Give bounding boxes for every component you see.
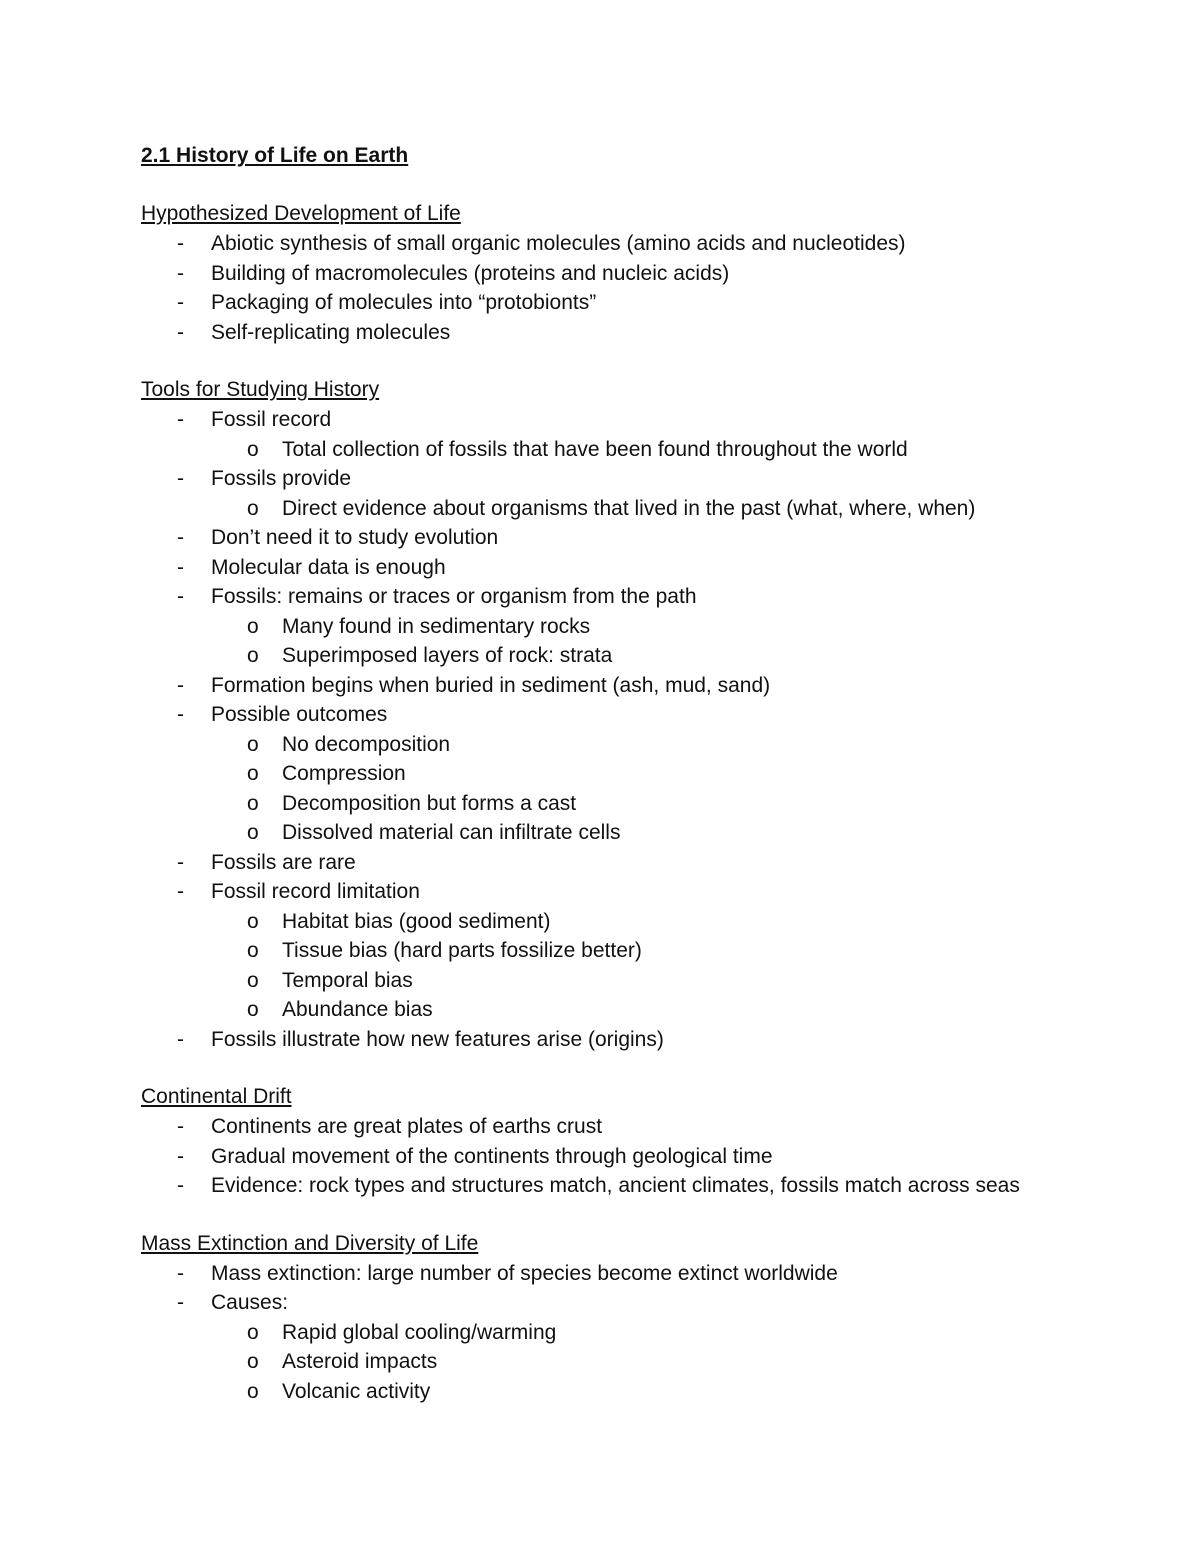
dash-bullet: - [177, 261, 184, 285]
section [141, 199, 1101, 347]
sub-list-item [141, 1377, 1101, 1407]
sub-list-item [141, 759, 1101, 789]
section [141, 1229, 1101, 1407]
list-item [141, 1259, 1101, 1289]
list-item [141, 848, 1101, 878]
dash-bullet: - [177, 585, 184, 608]
dash-bullet: - [177, 850, 184, 874]
list-item-text: Fossils: remains or traces or organism from the path [211, 585, 697, 608]
sub-list-item [141, 789, 1101, 819]
list-item-text: Many found in sedimentary rocks [282, 614, 591, 638]
list-item-text: Don’t need it to study evolution [211, 526, 499, 549]
sub-list-item [141, 936, 1101, 966]
list-item-text: Formation begins when buried in sediment (ash, mud, sand) [211, 673, 771, 697]
list-item-text: Evidence: rock types and structures match, ancient climates, fossils match across seas [211, 1174, 1020, 1197]
sub-list-item [141, 641, 1101, 671]
sub-list-item [141, 907, 1101, 937]
circle-bullet: o [247, 821, 259, 844]
list-item [141, 288, 1101, 318]
list-item-text: Asteroid impacts [282, 1350, 438, 1373]
list-item-text: Temporal bias [282, 968, 413, 992]
list-item-text: Self-replicating molecules [211, 320, 451, 344]
dash-bullet: - [177, 1144, 184, 1168]
list-item-text: Volcanic activity [282, 1379, 431, 1403]
list-item-text: Continents are great plates of earths crust [211, 1115, 603, 1138]
circle-bullet: o [247, 437, 259, 461]
dash-bullet: - [177, 703, 184, 726]
list-item [141, 259, 1101, 289]
sub-list-item [141, 612, 1101, 642]
circle-bullet: o [247, 968, 259, 992]
document-body [141, 199, 1101, 1406]
dash-bullet: - [177, 291, 184, 314]
dash-bullet: - [177, 232, 184, 255]
section-heading: Mass Extinction and Diversity of Life [141, 1231, 479, 1255]
list-item-text: Superimposed layers of rock: strata [282, 644, 613, 667]
list-item-text: Causes: [211, 1291, 289, 1314]
list-item-text: No decomposition [282, 732, 451, 756]
sub-list-item [141, 818, 1101, 848]
dash-bullet: - [177, 1291, 184, 1314]
section-heading: Tools for Studying History [141, 378, 380, 401]
list-item-text: Tissue bias (hard parts fossilize better) [282, 939, 642, 962]
list-item-text: Direct evidence about organisms that lived in the past (what, where, when) [282, 496, 976, 520]
list-item-text: Abiotic synthesis of small organic molecules (amino acids and nucleotides) [211, 232, 906, 255]
list-item-text: Dissolved material can infiltrate cells [282, 821, 621, 844]
dash-bullet: - [177, 408, 184, 431]
circle-bullet: o [247, 909, 259, 933]
section-heading: Continental Drift [141, 1085, 292, 1108]
dash-bullet: - [177, 526, 184, 549]
sub-list-item [141, 494, 1101, 524]
list-item [141, 1142, 1101, 1172]
sub-list-item [141, 730, 1101, 760]
section [141, 375, 1101, 1054]
list-item [141, 582, 1101, 612]
dash-bullet: - [177, 673, 184, 697]
document-page [141, 141, 1101, 1434]
circle-bullet: o [247, 732, 259, 756]
sub-list-item [141, 435, 1101, 465]
section [141, 1082, 1101, 1201]
list-item-text: Fossil record [211, 408, 332, 431]
dash-bullet: - [177, 1115, 184, 1138]
dash-bullet: - [177, 320, 184, 344]
list-item-text: Gradual movement of the continents through geological time [211, 1144, 773, 1168]
list-item-text: Fossil record limitation [211, 880, 420, 903]
list-item [141, 1171, 1101, 1201]
circle-bullet: o [247, 496, 259, 520]
sub-list-item [141, 966, 1101, 996]
list-item-text: Packaging of molecules into “protobionts” [211, 291, 597, 314]
sub-list-item [141, 1347, 1101, 1377]
list-item-text: Compression [282, 762, 406, 785]
list-item-text: Total collection of fossils that have been found throughout the world [282, 437, 908, 461]
list-item [141, 405, 1101, 435]
circle-bullet: o [247, 644, 259, 667]
list-item-text: Mass extinction: large number of species become extinct worldwide [211, 1261, 838, 1285]
circle-bullet: o [247, 1379, 259, 1403]
dash-bullet: - [177, 467, 184, 490]
list-item [141, 1288, 1101, 1318]
dash-bullet: - [177, 1261, 184, 1285]
list-item-text: Fossils are rare [211, 850, 356, 874]
list-item [141, 1112, 1101, 1142]
list-item [141, 671, 1101, 701]
list-item-text: Possible outcomes [211, 703, 388, 726]
list-item-text: Decomposition but forms a cast [282, 791, 577, 815]
circle-bullet: o [247, 1320, 259, 1344]
list-item [141, 700, 1101, 730]
sub-list-item [141, 1318, 1101, 1348]
dash-bullet: - [177, 1027, 184, 1051]
sub-list-item [141, 995, 1101, 1025]
list-item-text: Fossils provide [211, 467, 352, 490]
list-item [141, 877, 1101, 907]
list-item-text: Habitat bias (good sediment) [282, 909, 551, 933]
list-item [141, 523, 1101, 553]
list-item-text: Building of macromolecules (proteins and nucleic acids) [211, 261, 730, 285]
document-title: 2.1 History of Life on Earth [141, 144, 409, 167]
list-item [141, 1025, 1101, 1055]
dash-bullet: - [177, 555, 184, 579]
circle-bullet: o [247, 939, 259, 962]
section-heading: Hypothesized Development of Life [141, 202, 461, 225]
list-item-text: Molecular data is enough [211, 555, 446, 579]
list-item [141, 318, 1101, 348]
circle-bullet: o [247, 614, 259, 638]
circle-bullet: o [247, 1350, 259, 1373]
circle-bullet: o [247, 762, 259, 785]
circle-bullet: o [247, 998, 259, 1021]
list-item-text: Fossils illustrate how new features arise (origins) [211, 1027, 664, 1051]
dash-bullet: - [177, 880, 184, 903]
list-item-text: Abundance bias [282, 998, 433, 1021]
list-item [141, 553, 1101, 583]
list-item [141, 464, 1101, 494]
list-item [141, 229, 1101, 259]
circle-bullet: o [247, 791, 259, 815]
dash-bullet: - [177, 1174, 184, 1197]
list-item-text: Rapid global cooling/warming [282, 1320, 557, 1344]
